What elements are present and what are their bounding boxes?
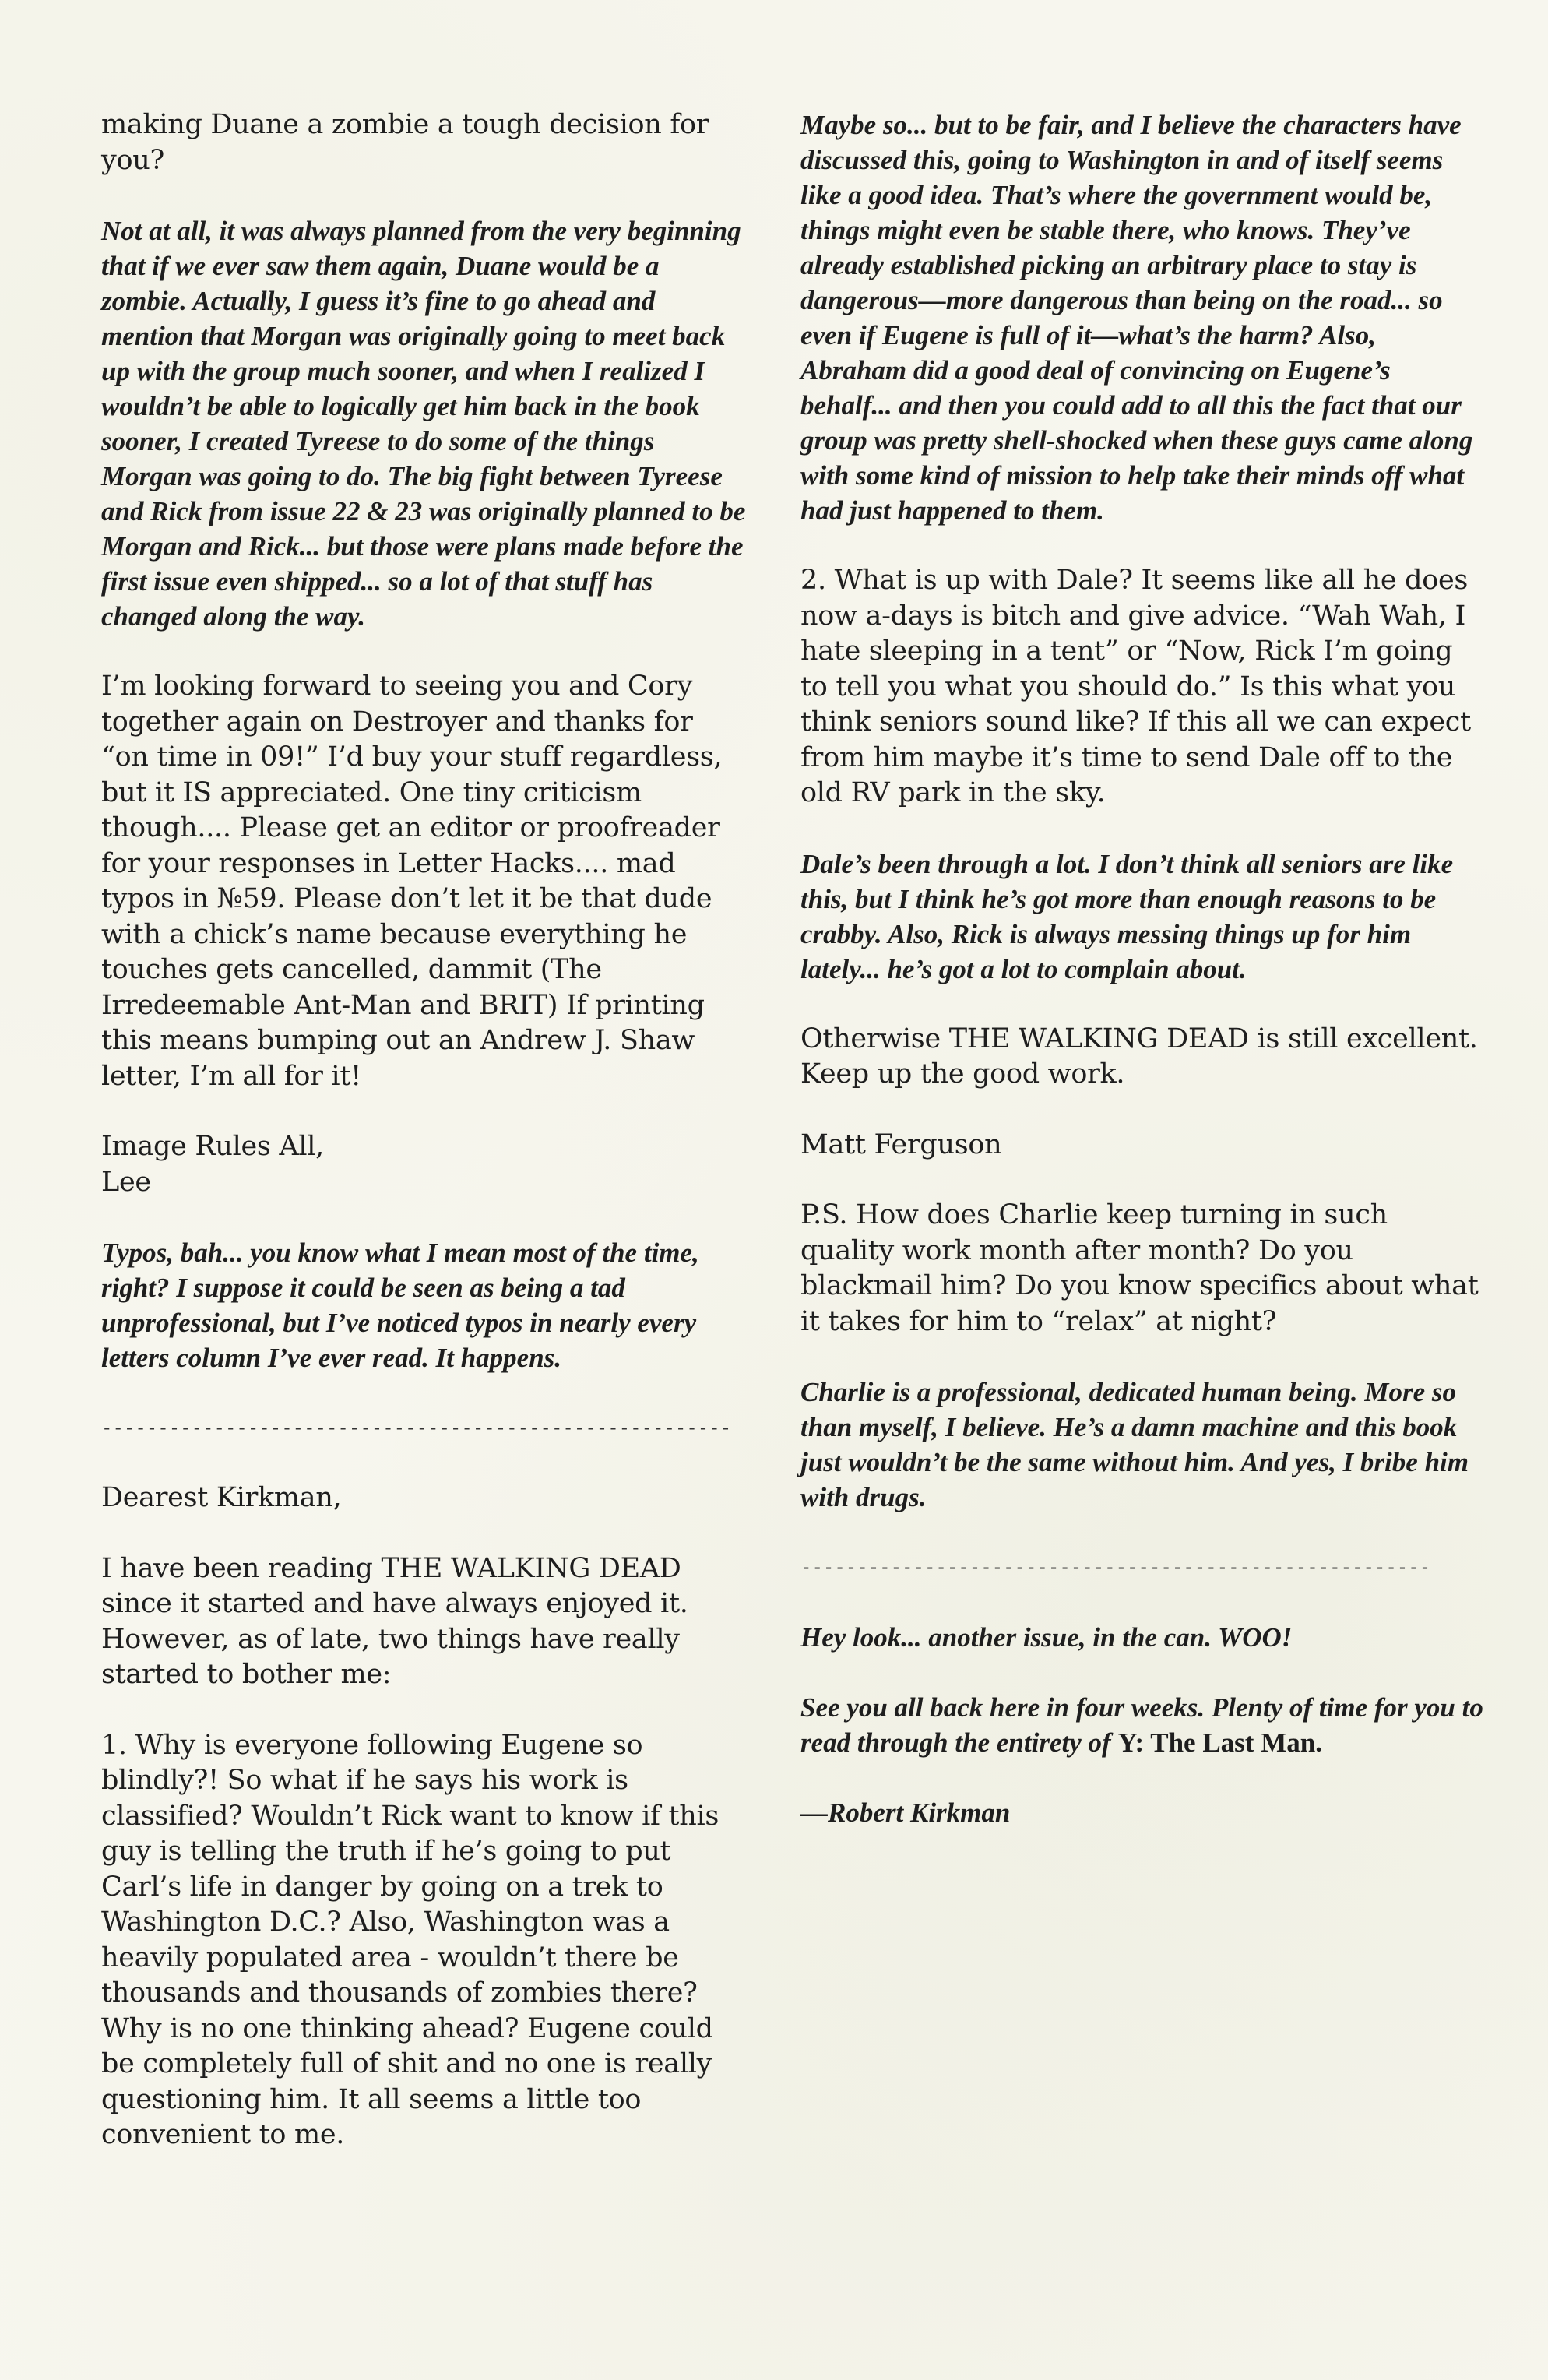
editor-reply: Typos, bah... you know what I mean most of the time, right? I suppose it could be seen as being a tad unprofessional, but I’ve noticed typos in nearly every letters column I’ve ever read. It happens. xyxy=(101,1238,699,1373)
left-column xyxy=(101,107,748,2188)
letter-salutation: Dearest Kirkman, xyxy=(101,1482,342,1513)
book-title: Y: The Last Man. xyxy=(1117,1727,1322,1758)
section-divider: -------------------------------------------------------- xyxy=(101,1417,732,1438)
letter-paragraph: Otherwise THE WALKING DEAD is still excellent. Keep up the good work. xyxy=(800,1023,1478,1090)
editor-reply: Dale’s been through a lot. I don’t think all seniors are like this, but I think he’s got more than enough reasons to be crabby. Also, Rick is always messing things up for him lately... he’s got a lot to complain about. xyxy=(800,848,1454,984)
editor-signoff: —Robert Kirkman xyxy=(800,1797,1011,1828)
letter-paragraph: 1. Why is everyone following Eugene so blindly?! So what if he says his work is classified? Wouldn’t Rick want to know if this guy is telling the truth if he’s going to put Carl’s life in danger by going on a trek to Washington D.C.? Also, Washington was a heavily populated area - wouldn’t there be thousands and thousands of zombies there? Why is no one thinking ahead? Eugene could be completely full of shit and no one is really questioning him. It all seems a little too convenient to me. xyxy=(101,1729,719,2150)
letter-paragraph: I have been reading THE WALKING DEAD since it started and have always enjoyed it. However, as of late, two things have really started to bother me: xyxy=(101,1552,688,1690)
letter-paragraph: making Duane a zombie a tough decision for you? xyxy=(101,109,709,176)
letter-signature: Matt Ferguson xyxy=(800,1128,1002,1160)
closing-text: See you all back here in four weeks. Plenty of time for you to read through the entirety of xyxy=(800,1692,1483,1758)
editor-reply: Maybe so... but to be fair, and I believe the characters have discussed this, going to Washington in and of itself seems like a good idea. That’s where the government would be, things might even be stable there, who knows. They’ve already established picking an arbitrary place to stay is dangerous—more dangerous than being on the road... so even if Eugene is full of it—what’s the harm? Also, Abraham did a good deal of convincing on Eugene’s behalf... and then you could add to all this the fact that our group was pretty shell-shocked when these guys came along with some kind of mission to help take their minds off what had just happened to them. xyxy=(800,110,1473,526)
editor-reply: Not at all, it was always planned from the very beginning that if we ever saw them again, Duane would be a zombie. Actually, I guess it’s fine to go ahead and mention that Morgan was originally going to meet back up with the group much sooner, and when I realized I wouldn’t be able to logically get him back in the book sooner, I created Tyreese to do some of the things Morgan was going to do. The big fight between Tyreese and Rick from issue 22 & 23 was originally planned to be Morgan and Rick... but those were plans made before the first issue even shipped... so a lot of that stuff has changed along the way. xyxy=(101,216,746,632)
editor-closing: Hey look... another issue, in the can. WOO! xyxy=(800,1622,1293,1653)
letter-signature xyxy=(101,1129,748,1200)
letter-paragraph: 2. What is up with Dale? It seems like all he does now a-days is bitch and give advice. “Wah Wah, I hate sleeping in a tent” or “Now, Rick I’m going to tell you what you should do.” Is this what you think seniors sound like? If this all we can expect from him maybe it’s time to send Dale off to the old RV park in the sky. xyxy=(800,565,1471,808)
signature-name: Lee xyxy=(101,1166,151,1198)
right-column xyxy=(800,107,1486,1865)
signature-line: Image Rules All, xyxy=(101,1131,325,1162)
letter-paragraph: I’m looking forward to seeing you and Cory together again on Destroyer and thanks for “on time in 09!” I’d buy your stuff regardless, but it IS appreciated. One tiny criticism though.... Please get an editor or proofreader for your responses in Letter Hacks.... mad typos in №59. Please don’t let it be that dude with a chick’s name because everything he touches gets cancelled, dammit (The Irredeemable Ant-Man and BRIT) If printing this means bumping out an Andrew J. Shaw letter, I’m all for it! xyxy=(101,671,723,1092)
editor-closing xyxy=(800,1690,1486,1760)
letter-paragraph: P.S. How does Charlie keep turning in such quality work month after month? Do you blackmail him? Do you know specifics about what it takes for him to “relax” at night? xyxy=(800,1199,1479,1337)
editor-reply: Charlie is a professional, dedicated human being. More so than myself, I believe. He’s a damn machine and this book just wouldn’t be the same without him. And yes, I bribe him with drugs. xyxy=(800,1377,1469,1512)
section-divider: -------------------------------------------------------- xyxy=(800,1556,1431,1578)
